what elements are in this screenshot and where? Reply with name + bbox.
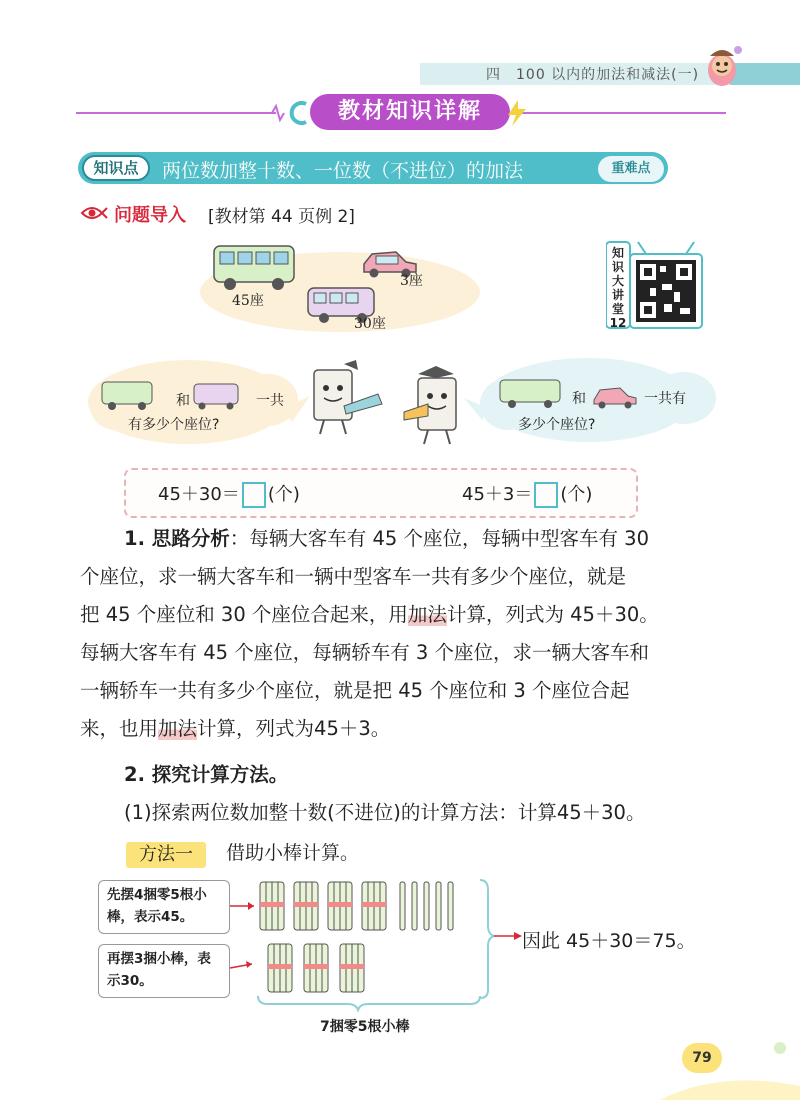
explore-heading: 2. 探究计算方法。	[124, 763, 289, 786]
equation-right: 45＋3＝ (个)	[462, 480, 592, 508]
textbook-reference: [教材第 44 页例 2]	[208, 207, 355, 227]
car-seats: 3座	[400, 273, 423, 289]
page-number: 79	[682, 1043, 722, 1073]
note-second-step: 再摆3捆小棒，表示30。	[98, 944, 230, 998]
method-text: 借助小棒计算。	[226, 842, 360, 864]
loose-sticks-icon	[400, 882, 453, 930]
c-wave-icon	[264, 98, 312, 128]
analysis-line-3: 把 45 个座位和 30 个座位合起来，用加法计算，列式为 45＋30。	[80, 603, 659, 626]
explore-subheading: (1)探索两位数加整十数(不进位)的计算方法：计算45＋30。	[124, 801, 646, 824]
chapter-header: 四 100 以内的加法和减法(一)	[486, 67, 700, 83]
bubble-right-and: 和	[572, 391, 586, 407]
analysis-line-4: 每辆大客车有 45 个座位，每辆轿车有 3 个座位，求一辆大客车和	[80, 641, 650, 664]
key-difficulty-badge: 重难点	[598, 156, 664, 182]
note-first-step: 先摆4捆零5根小棒，表示45。	[98, 880, 230, 934]
analysis-line-5: 一辆轿车一共有多少个座位，就是把 45 个座位和 3 个座位合起	[80, 679, 630, 702]
bundle-caption: 7捆零5根小棒	[320, 1019, 410, 1035]
book-character-left	[314, 360, 382, 434]
bubble-left-total: 一共	[256, 393, 284, 409]
page-corner-decoration	[660, 1030, 800, 1100]
answer-box-left[interactable]	[242, 482, 266, 508]
eye-icon	[80, 205, 108, 221]
answer-box-right[interactable]	[534, 482, 558, 508]
knowledge-point-tag: 知识点	[82, 155, 150, 181]
title-rule-left	[76, 112, 276, 114]
bubble-left-and: 和	[176, 393, 190, 409]
mid-bus-seats: 30座	[354, 316, 386, 332]
section-title: 教材知识详解	[310, 94, 510, 130]
vehicles-illustration	[200, 232, 490, 336]
lightning-icon	[506, 100, 528, 126]
big-bus-seats: 45座	[232, 293, 264, 309]
knowledge-point-text: 两位数加整十数、一位数（不进位）的加法	[162, 160, 524, 182]
bubble-right-question: 多少个座位?	[518, 417, 596, 433]
sticks-illustration	[228, 872, 528, 1012]
qr-label: 知 识 大 讲 堂 12	[609, 246, 627, 330]
mascot-icon	[700, 42, 746, 90]
method-tag: 方法一	[126, 842, 206, 868]
result-text: 因此 45＋30＝75。	[522, 930, 696, 952]
book-character-right	[404, 366, 456, 444]
equation-left: 45＋30＝ (个)	[158, 480, 300, 508]
bubble-right-total: 一共有	[644, 391, 686, 407]
analysis-line-1: 1. 思路分析：每辆大客车有 45 个座位，每辆中型客车有 30	[124, 527, 649, 550]
intro-label: 问题导入	[114, 205, 186, 226]
analysis-line-2: 个座位，求一辆大客车和一辆中型客车一共有多少个座位，就是	[80, 565, 627, 588]
title-rule-right	[520, 112, 726, 114]
bubble-left-question: 有多少个座位?	[128, 417, 220, 433]
analysis-line-6: 来，也用加法计算，列式为45＋3。	[80, 717, 391, 740]
